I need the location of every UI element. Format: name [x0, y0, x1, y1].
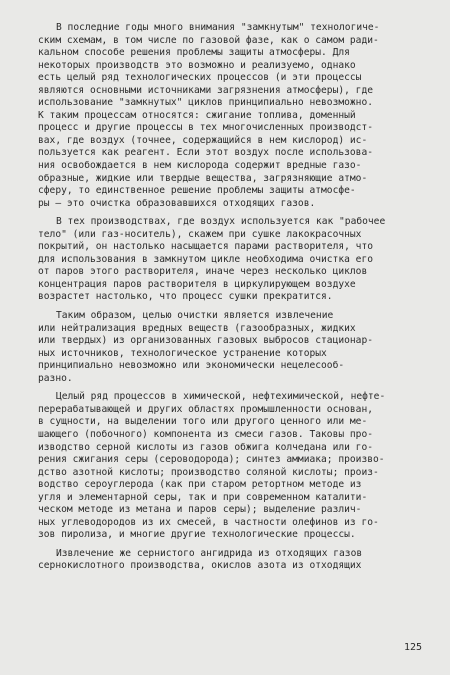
text-line: для использования в замкнутом цикле необходима очистка его — [38, 253, 374, 265]
text-line: Извлечение же сернистого ангидрида из отходящих газов — [56, 547, 363, 559]
text-line: концентрация паров растворителя в циркулирующем воздухе — [38, 278, 356, 290]
text-line: изводство серной кислоты из газов обжига колчедана или го- — [38, 441, 374, 453]
paragraph-purpose — [38, 310, 414, 385]
text-line: процесс и другие процессы в тех многочисленных производст- — [38, 122, 374, 134]
text-line: являются основными источниками загрязнения атмосферы), где — [38, 84, 374, 96]
text-line: или нейтрализация вредных веществ (газообразных, жидких — [38, 322, 356, 334]
text-line: в сущности, на выделении того или другого ценного или ме- — [38, 416, 368, 428]
text-line: сернокислотного производства, окислов азота из отходящих — [38, 560, 362, 572]
text-line: ским схемам, в том числе по газовой фазе, как о самом ради- — [38, 34, 379, 46]
paragraph-extraction — [38, 548, 414, 573]
text-line: возрастет настолько, что процесс сушки прекратится. — [38, 291, 333, 303]
text-line: некоторых производств это возможно и реализуемо, однако — [38, 59, 356, 71]
text-line: В тех производствах, где воздух используется как "рабочее — [56, 216, 386, 228]
text-line: рения сжигания серы (сероводорода); синтез аммиака; произво- — [38, 454, 385, 466]
text-line: принципиально невозможно или экономически нецелесооб- — [38, 360, 345, 372]
text-line: образные, жидкие или твердые вещества, загрязняющие атмо- — [38, 172, 368, 184]
text-line: шающего (побочного) компонента из смеси газов. Таковы про- — [38, 428, 374, 440]
text-line: есть целый ряд технологических процессов (и эти процессы — [38, 72, 362, 84]
text-line: разно. — [38, 372, 73, 384]
text-line: В последние годы много внимания "замкнутым" технологиче- — [56, 22, 380, 33]
text-line: ния освобождается в нем кислорода содержит вредные газо- — [38, 160, 362, 172]
page-number: 125 — [403, 642, 422, 653]
text-line: ры – это очистка образовавшихся отходящих газов. — [38, 197, 316, 209]
text-line: К таким процессам относятся: сжигание топлива, доменный — [38, 109, 356, 121]
text-line: зов пиролиза, и многие другие технологические процессы. — [38, 529, 356, 541]
text-line: Таким образом, целью очистки является извлечение — [56, 310, 334, 322]
text-line: тело" (или газ-носитель), скажем при сушке лакокрасочных — [38, 228, 362, 240]
paragraph-processes — [38, 391, 414, 542]
text-line: использование "замкнутых" циклов принципиально невозможно. — [38, 97, 374, 109]
text-line: ных углеводородов из их смесей, в частности олефинов из го- — [38, 516, 379, 528]
text-line: дство азотной кислоты; производство соляной кислоты; произ- — [38, 466, 379, 478]
text-line: водство сероуглерода (как при старом ретортном методе из — [38, 479, 362, 491]
text-line: сферу, то единственное решение проблемы защиты атмосфе- — [38, 185, 356, 197]
paragraph-working-body — [38, 216, 414, 304]
text-line: Целый ряд процессов в химической, нефтехимической, нефте- — [56, 391, 386, 403]
paragraph-closed-cycles — [38, 22, 414, 210]
text-line: покрытий, он настолько насыщается парами растворителя, что — [38, 241, 374, 253]
text-line: ческом методе из метана и паров серы); выделение различ- — [38, 504, 362, 516]
text-line: пользуется как реагент. Если этот воздух после использова- — [38, 147, 374, 159]
text-line: от паров этого растворителя, иначе через несколько циклов — [38, 266, 368, 278]
text-line: вах, где воздух (точнее, содержащийся в нем кислород) ис- — [38, 134, 368, 146]
text-line: ных источников, технологическое устранение которых — [38, 347, 327, 359]
text-line: или твердых) из организованных газовых выбросов стационар- — [38, 335, 374, 347]
text-line: перерабатывающей и других областях промышленности основан, — [38, 403, 374, 415]
text-line: угля и элементарной серы, так и при современном каталити- — [38, 491, 368, 503]
text-line: кальном способе решения проблемы защиты атмосферы. Для — [38, 47, 350, 59]
